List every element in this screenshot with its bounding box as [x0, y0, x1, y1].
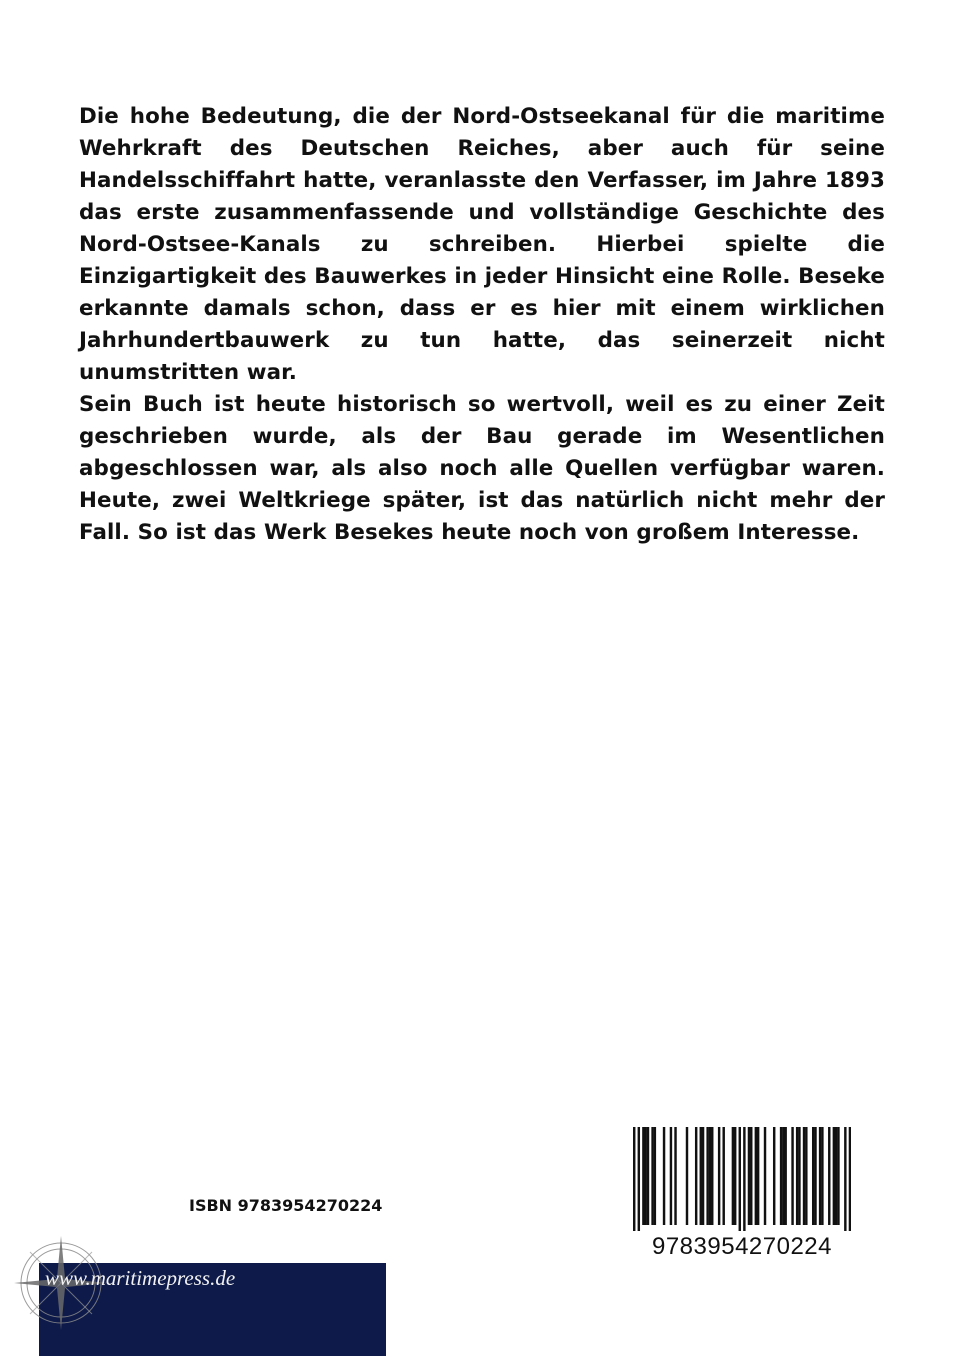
barcode-bar: [805, 1127, 807, 1225]
barcode-bar: [702, 1127, 704, 1225]
barcode-bar: [647, 1127, 649, 1225]
barcode-bar: [798, 1127, 800, 1225]
barcode-bar: [663, 1127, 665, 1225]
barcode-bar: [654, 1127, 656, 1225]
barcode-bar: [755, 1127, 757, 1225]
barcode-bar: [828, 1127, 830, 1225]
barcode-bar: [796, 1127, 798, 1225]
barcode-bar: [633, 1127, 635, 1231]
barcode-bar: [642, 1127, 644, 1225]
barcode-bar: [695, 1127, 697, 1225]
barcode-bar: [814, 1127, 816, 1225]
barcode-bar: [780, 1127, 782, 1225]
publisher-url[interactable]: www.maritimepress.de: [45, 1266, 236, 1290]
barcode-bar: [734, 1127, 736, 1225]
barcode-bar: [651, 1127, 653, 1225]
barcode-bar: [670, 1127, 672, 1225]
barcode-bar: [757, 1127, 759, 1225]
barcode-bar: [844, 1127, 846, 1231]
barcode-bar: [773, 1127, 775, 1225]
barcode-bar: [706, 1127, 708, 1225]
barcode-bar: [764, 1127, 766, 1225]
barcode-bar: [821, 1127, 823, 1225]
blurb-paragraph-2: Sein Buch ist heute historisch so wertvoll, weil es zu einer Zeit geschrieben wurde, als der Bau gerade im Wesentlichen abgeschlossen war, als also noch alle Quellen verfügbar waren. Heute, zwei Weltkriege später, ist das natürlich nicht mehr der Fall. So ist das Werk Besekes heute noch von großem Interesse.: [79, 392, 885, 545]
barcode-bar: [686, 1127, 688, 1225]
barcode-bar: [837, 1127, 839, 1225]
barcode-bar: [739, 1127, 741, 1231]
barcode-bar: [791, 1127, 793, 1225]
barcode-bar: [711, 1127, 713, 1225]
barcode-bar: [849, 1127, 851, 1231]
barcode-bar: [833, 1127, 835, 1225]
barcode-bar: [674, 1127, 676, 1225]
barcode-bar: [782, 1127, 784, 1225]
blurb-paragraph-1: Die hohe Bedeutung, die der Nord-Ostseekanal für die maritime Wehrkraft des Deutschen Reiches, aber auch für seine Handelsschiffahrt hatte, veranlasste den Verfasser, im Jahre 1893 das erste zusammenfassende und vollständige Geschichte des Nord-Ostsee-Kanals zu schreiben. Hierbei spielte die Einzigartigkeit des Bauwerkes in jeder Hinsicht eine Rolle. Beseke erkannte damals schon, dass er es hier mit einem wirklichen Jahrhundertbauwerk zu tun hatte, das seinerzeit nicht unumstritten war.: [79, 104, 885, 385]
barcode-bar: [732, 1127, 734, 1225]
barcode-bar: [784, 1127, 786, 1225]
barcode-bar: [644, 1127, 646, 1225]
barcode-digits: 9783954270224: [651, 1233, 833, 1260]
barcode-bar: [638, 1127, 640, 1231]
barcode-bar: [718, 1127, 720, 1225]
barcode-bars: [633, 1127, 851, 1231]
barcode-bar: [709, 1127, 711, 1225]
barcode-bar: [743, 1127, 745, 1231]
isbn-label: ISBN 9783954270224: [189, 1196, 383, 1215]
barcode-bar: [750, 1127, 752, 1225]
barcode-bar: [748, 1127, 750, 1225]
barcode-bar: [835, 1127, 837, 1225]
barcode-bar: [722, 1127, 724, 1225]
barcode-bar: [700, 1127, 702, 1225]
barcode-bar: [803, 1127, 805, 1225]
back-cover-blurb: [79, 101, 885, 549]
barcode-bar: [812, 1127, 814, 1225]
barcode-bar: [819, 1127, 821, 1225]
